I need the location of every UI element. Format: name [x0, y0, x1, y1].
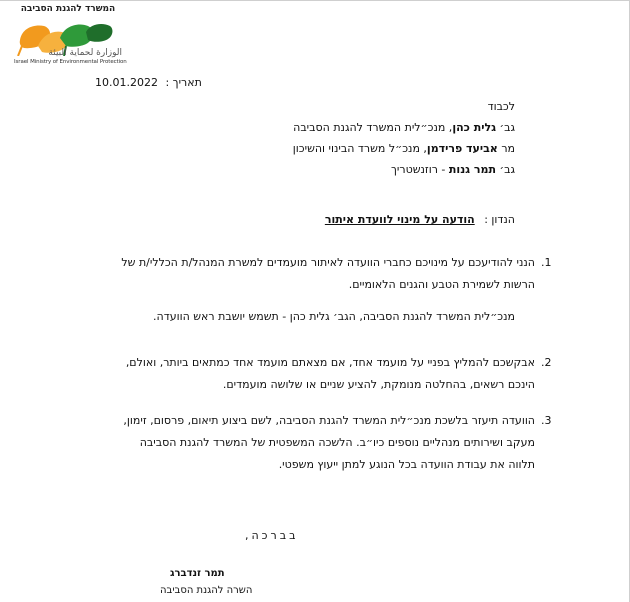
paragraph-text: אבקשכם להמליץ בפניי על מועמד אחד, אם מצאתם מועמד אחד כמתאים ביותר, ואולם, הינכם רשאים, בהחלטה מנומקת, להציע שניים או שלושה מועמדים. [125, 356, 535, 391]
subject-title: הודעה על מינוי לוועדת איתור [324, 213, 475, 226]
committee-chair-note: מנכ״לית המשרד להגנת הסביבה, הגב׳ גלית כהן - תשמש יושבת ראש הוועדה. [153, 310, 515, 323]
ministry-logo [14, 4, 127, 65]
subject-label: הנדון : [484, 213, 515, 226]
document-date [95, 76, 202, 89]
paragraph-number: 3. [541, 414, 552, 427]
recipient-name: תמר גנות [448, 163, 497, 176]
recipients-heading: לכבוד [487, 100, 515, 113]
paragraph-text: הנני להודיעכם על מינויכם כחברי הוועדה לאיתור מועמדים למשרת המנהל/ת הכללי/ת של הרשות לשמירת הטבע והגנים הלאומיים. [121, 256, 535, 291]
numbered-paragraph [115, 252, 552, 296]
paragraph-number: 1. [541, 256, 552, 269]
numbered-paragraph [115, 410, 552, 476]
subject-line [325, 213, 515, 226]
recipient-prefix: מר [501, 142, 515, 155]
recipient-prefix: גב׳ [499, 163, 515, 176]
recipient-role: - רוזנשטריך [391, 163, 449, 176]
signatory-name: תמר זנדברג [170, 568, 225, 579]
paragraph-text: הוועדה תיעזר בלשכת מנכ״לית המשרד להגנת הסביבה, לשם ביצוע תיאום, פרסום, זימון, מעקב ושירותים מנהליים נוספים כיו״ב. הלשכה המשפטית של המשרד להגנת הסביבה תלווה את עבודת הוועדה בכל הנוגע למתן ייעוץ משפטי. [123, 414, 535, 471]
recipient-role: , מנכ״לית המשרד להגנת הסביבה [293, 121, 453, 134]
recipient-role: , מנכ״ל משרד הבינוי והשיכון [292, 142, 427, 155]
ministry-name-arabic: الوزارة لحماية البيئة [48, 48, 122, 58]
date-value: 10.01.2022 [95, 76, 158, 89]
numbered-paragraph [115, 352, 552, 396]
date-label: תאריך : [165, 76, 202, 89]
recipient-prefix: גב׳ [499, 121, 515, 134]
recipient-name: גלית כהן [452, 121, 497, 134]
recipient-line [293, 121, 515, 134]
closing-greeting: בברכה, [245, 529, 299, 542]
signatory-title: השרה להגנת הסביבה [160, 585, 253, 596]
ministry-name-hebrew: המשרד להגנת הסביבה [20, 4, 116, 14]
paragraph-number: 2. [541, 356, 552, 369]
ministry-name-english: Israel Ministry of Environmental Protection [14, 59, 127, 65]
recipient-line [293, 142, 515, 155]
page-border-top [0, 0, 630, 1]
recipient-line [391, 163, 515, 176]
recipient-name: אביעד פרידמן [426, 142, 498, 155]
